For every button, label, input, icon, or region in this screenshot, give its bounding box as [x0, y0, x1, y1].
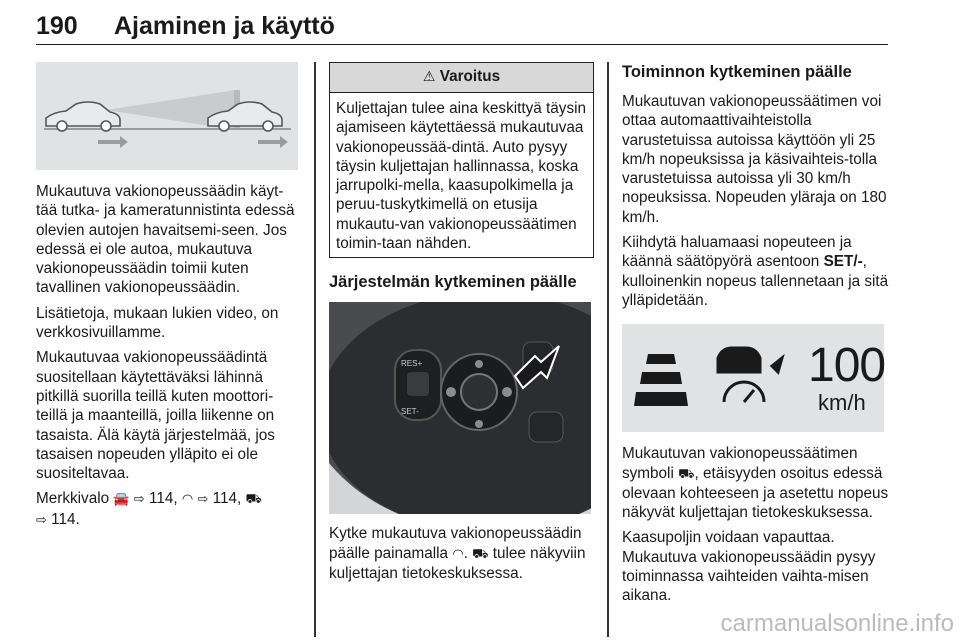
- section-heading: Järjestelmän kytkeminen päälle: [329, 273, 577, 292]
- warning-triangle-icon: ⚠: [422, 69, 436, 85]
- page-ref-arrow-icon: ⇨: [197, 492, 209, 508]
- symbol-paragraph: [622, 444, 890, 522]
- caption-text: tulee näkyviin kuljettajan tietokeskuksessa.: [329, 544, 586, 582]
- page-reference: 114,: [212, 490, 242, 508]
- car-indicator-icon: 🚘: [113, 492, 130, 508]
- set-label: SET-: [401, 407, 419, 417]
- body-text: , kulloinenkin nopeus tallennetaan ja sitä ylläpidetään.: [622, 253, 889, 309]
- body-text: Mukautuvan vakionopeussäätimen symboli: [622, 445, 858, 482]
- page-ref-arrow-icon: ⇨: [36, 512, 47, 528]
- res-label: RES+: [401, 359, 423, 369]
- adaptive-cruise-symbol-icon: [718, 348, 782, 402]
- warning-box: [329, 62, 594, 258]
- page-ref-arrow-icon: ⇨: [133, 492, 145, 508]
- caption-text: Kytke mukautuva vakionopeussäädin päälle painamalla: [329, 525, 582, 562]
- watermark: carmanualsonline.info: [720, 610, 954, 637]
- own-car-icon: [46, 102, 120, 131]
- column-divider-right: [607, 62, 609, 637]
- column-middle: [329, 62, 594, 589]
- indicator-reference: [36, 489, 304, 530]
- reference-label: Merkkivalo: [36, 490, 110, 508]
- body-text: Kiihdytä haluamaasi nopeuteen ja käännä säätöpyörä asentoon: [622, 234, 852, 271]
- cruise-control-icon: ◠: [452, 546, 464, 562]
- column-left: [36, 62, 304, 536]
- cluster-display-illustration: [622, 324, 884, 432]
- speed-unit: km/h: [818, 390, 866, 416]
- steering-wheel-controls: [329, 302, 591, 514]
- set-speed-paragraph: [622, 233, 890, 310]
- recommendation-paragraph: Mukautuvaa vakionopeussäädintä suositellaan käytettäväksi lähinnä pitkillä suorilla teillä kuten moottori-teillä ja maanteillä, joilla liikenne on tasaista. Älä käytä järjestelmää, jos tasaisen nopeuden ylläpito ei ole suositeltavaa.: [36, 349, 275, 483]
- column-right: [622, 62, 890, 612]
- page-header: [36, 10, 888, 45]
- distance-bars-icon: [634, 354, 688, 406]
- warning-header: [330, 63, 593, 93]
- warning-text: Kuljettajan tulee aina keskittyä täysin ajamiseen käytettäessä mukautuvaa vakionopeussää-dintä. Auto pysyy täysin kuljettajan hallinnassa, koska jarrupolki-mella, kaasupolkimella ja peruu-tuskytkimellä on etusija mukautu-van vakionopeussäätimen toimin-taan nähden.: [336, 100, 586, 253]
- warning-title: Varoitus: [439, 68, 501, 85]
- steering-wheel-illustration: [329, 302, 591, 514]
- caption-text: .: [463, 544, 468, 562]
- page-reference: 114,: [148, 490, 178, 508]
- set-control-label: SET/-: [823, 253, 863, 271]
- adaptive-cruise-icon: ⛟: [245, 492, 262, 508]
- car-radar-diagram: [36, 62, 298, 170]
- chapter-title: Ajaminen ja käyttö: [114, 12, 335, 40]
- more-info-paragraph: Lisätietoja, mukaan lukien video, on verkkosivuillamme.: [36, 304, 279, 342]
- section-heading: Toiminnon kytkeminen päälle: [622, 63, 852, 81]
- adaptive-cruise-icon: ⛟: [678, 466, 695, 482]
- page-number: 190: [36, 12, 78, 40]
- cruise-control-icon: ◠: [181, 492, 194, 508]
- pedal-paragraph: Kaasupoljin voidaan vapauttaa. Mukautuva vakionopeussäädin pysyy toiminnassa vaihteiden vaihta-misen aikana.: [622, 529, 876, 605]
- cruise-button-icon: [502, 387, 512, 397]
- body-text: , etäisyyden osoitus edessä olevaan kohteeseen ja asetettu nopeus näkyvät kuljettajan tietokeskuksessa.: [622, 464, 889, 522]
- direction-arrow-icon: [98, 136, 288, 148]
- column-divider-left: [314, 62, 316, 637]
- set-speed-value: 100: [808, 339, 886, 393]
- activation-paragraph: Mukautuvan vakionopeussäätimen voi ottaa automaattivaihteistolla varustetuissa autoissa käyttöön yli 25 km/h nopeuksissa ja käsivaihteis-tolla varustetuissa autoissa yli 30 km/h nopeuksissa. Nopeuden yläraja on 180 km/h.: [622, 93, 887, 226]
- wheel-caption: [329, 524, 594, 583]
- radar-illustration: [36, 62, 298, 170]
- intro-paragraph: Mukautuva vakionopeussäädin käyt-tää tutka- ja kameratunnistinta edessä olevien autojen havaitsemi-seen. Jos edessä ei ole autoa, mukautuva vakionopeussäädin toimii kuten tavallinen vakionopeussäädin.: [36, 183, 295, 297]
- page-reference: 114.: [51, 510, 80, 528]
- adaptive-cruise-icon: ⛟: [472, 546, 489, 562]
